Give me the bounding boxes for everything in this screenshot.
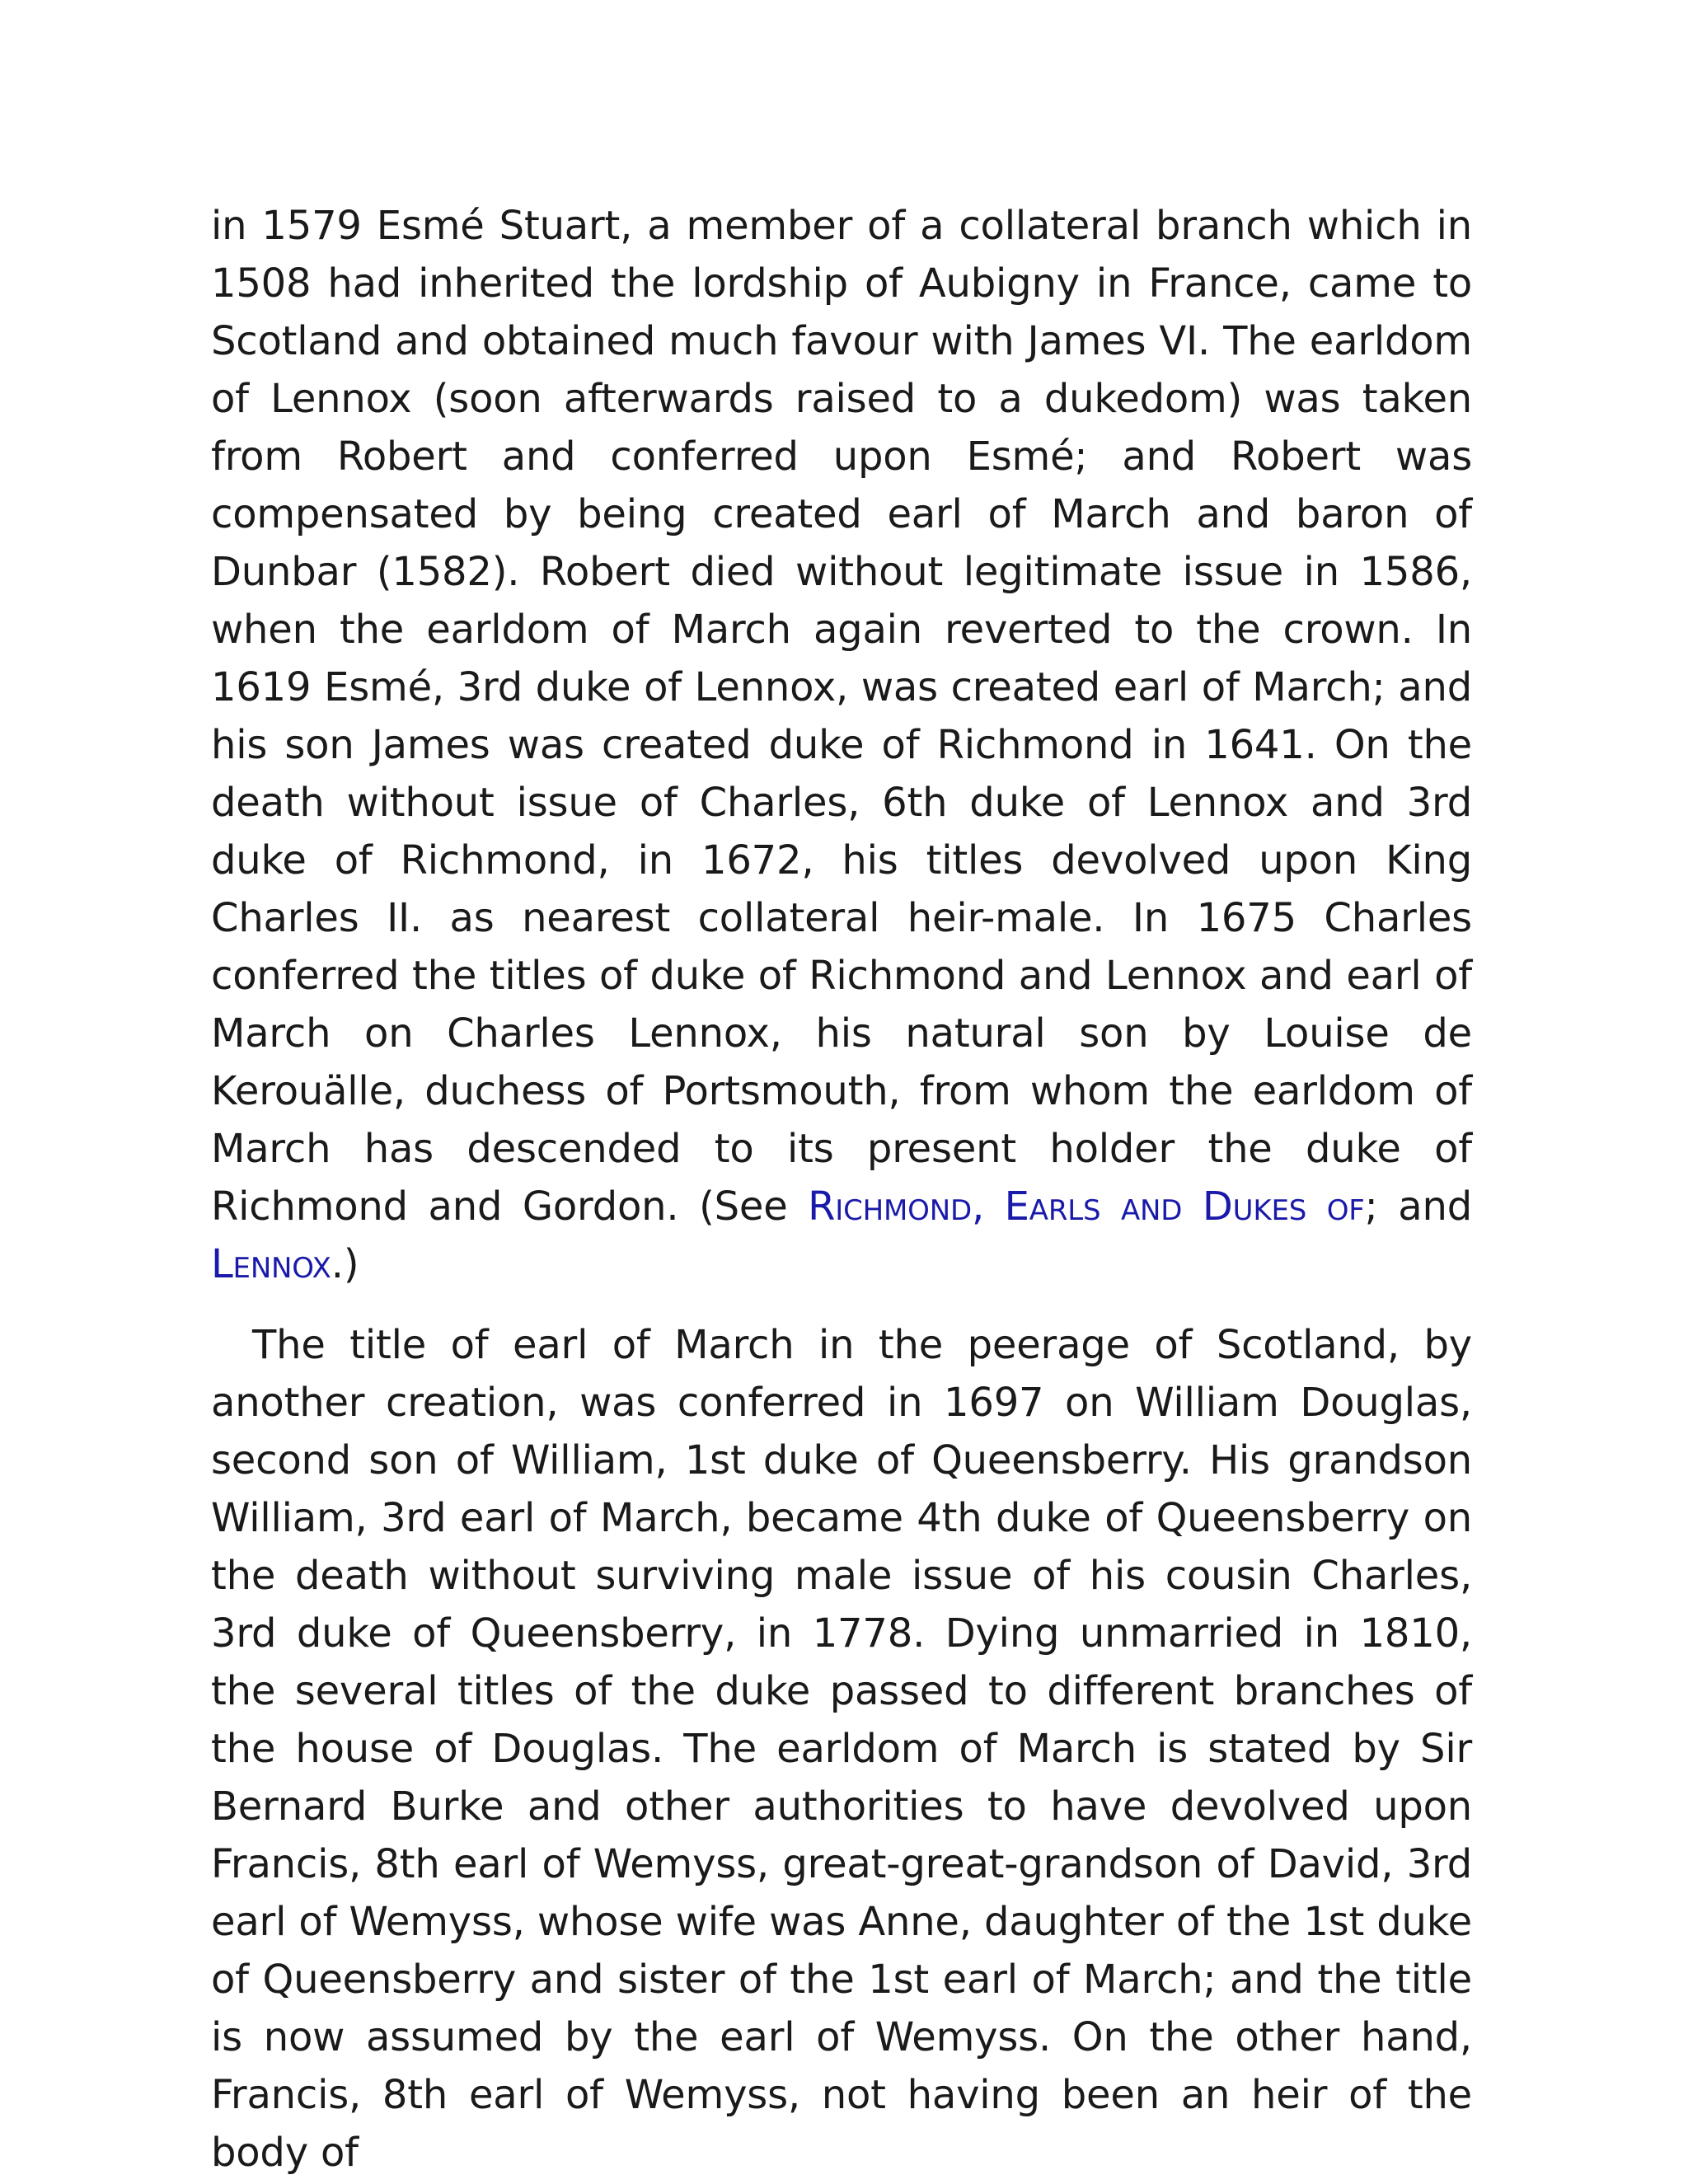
paragraph-1-text-a: in 1579 Esmé Stuart, a member of a collateral branch which in 1508 had inherited the lordship of Aubigny in France, came to Scotland and obtained much favour with James VI. The earldom of Lennox (soon afterwards raised to a dukedom) was taken from Robert and conferred upon Esmé; and Robert was compensated by being created earl of March and baron of Dunbar (1582). Robert died without legitimate issue in 1586, when the earldom of March again reverted to the crown. In 1619 Esmé, 3rd duke of Lennox, was created earl of March; and his son James was created duke of Richmond in 1641. On the death without issue of Charles, 6th duke of Lennox and 3rd duke of Richmond, in 1672, his titles devolved upon King Charles II. as nearest collateral heir-male. In 1675 Charles conferred the titles of duke of Richmond and Lennox and earl of March on Charles Lennox, his natural son by Louise de Kerouälle, duchess of Portsmouth, from whom the earldom of March has descended to its present holder the duke of Richmond and Gordon. (See	[211, 203, 1472, 1230]
link-richmond-earls-and-dukes[interactable]: Richmond, Earls and Dukes of	[808, 1183, 1365, 1230]
paragraph-1-text-b: ; and	[1364, 1183, 1472, 1230]
paragraph-earls-of-march-lennox	[211, 197, 1472, 1293]
paragraph-march-queensberry: The title of earl of March in the peerage of Scotland, by another creation, was conferred in 1697 on William Douglas, second son of William, 1st duke of Queensberry. His grandson William, 3rd earl of March, became 4th duke of Queensberry on the death without surviving male issue of his cousin Charles, 3rd duke of Queensberry, in 1778. Dying unmarried in 1810, the several titles of the duke passed to different branches of the house of Douglas. The earldom of March is stated by Sir Bernard Burke and other authorities to have devolved upon Francis, 8th earl of Wemyss, great-great-grandson of David, 3rd earl of Wemyss, whose wife was Anne, daughter of the 1st duke of Queensberry and sister of the 1st earl of March; and the title is now assumed by the earl of Wemyss. On the other hand, Francis, 8th earl of Wemyss, not having been an heir of the body of	[211, 1322, 1472, 2176]
paragraph-1-text-c: .)	[331, 1241, 359, 1287]
link-lennox[interactable]: Lennox	[211, 1241, 331, 1287]
document-page	[211, 197, 1472, 2182]
